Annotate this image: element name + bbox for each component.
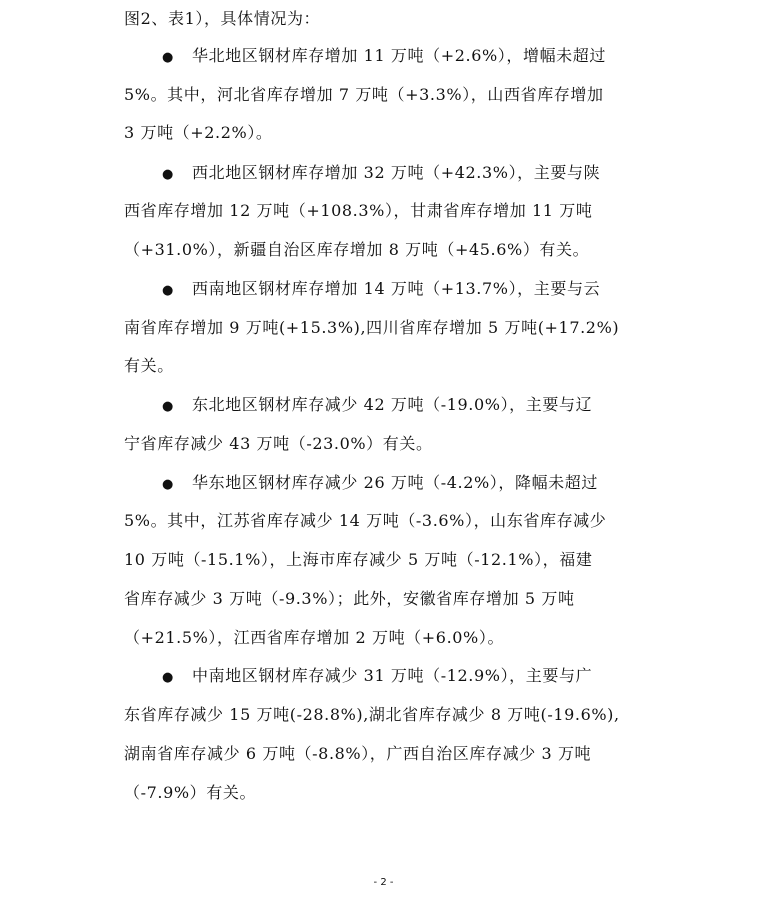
paragraph-3-line-3: 有关。: [124, 356, 174, 375]
bullet-icon: ●: [162, 167, 174, 182]
paragraph-5-text-1: 华东地区钢材库存减少 26 万吨（-4.2%），降幅未超过: [192, 473, 598, 492]
paragraph-4-line-1: [162, 395, 682, 417]
intro-line: 图2、表1），具体情况为：: [124, 9, 321, 28]
paragraph-3-text-1: 西南地区钢材库存增加 14 万吨（+13.7%），主要与云: [192, 279, 601, 298]
paragraph-4-text-1: 东北地区钢材库存减少 42 万吨（-19.0%），主要与辽: [192, 395, 593, 414]
page-number: - 2 -: [373, 877, 394, 888]
paragraph-1-line-2: 5%。其中，河北省库存增加 7 万吨（+3.3%），山西省库存增加: [124, 85, 604, 104]
paragraph-3-line-1: [162, 279, 682, 301]
paragraph-6-line-3: 湖南省库存减少 6 万吨（-8.8%），广西自治区库存减少 3 万吨: [124, 744, 592, 763]
paragraph-6-line-4: （-7.9%）有关。: [124, 783, 257, 802]
paragraph-5-line-2: 5%。其中，江苏省库存减少 14 万吨（-3.6%），山东省库存减少: [124, 511, 607, 530]
paragraph-5-line-1: [162, 473, 682, 495]
paragraph-2-line-2: 西省库存增加 12 万吨（+108.3%），甘肃省库存增加 11 万吨: [124, 201, 593, 220]
paragraph-6-line-1: [162, 666, 682, 688]
bullet-icon: ●: [162, 670, 174, 685]
paragraph-6-line-2: 东省库存减少 15 万吨(-28.8%),湖北省库存减少 8 万吨(-19.6%),: [124, 705, 620, 724]
paragraph-2-line-1: [162, 163, 682, 185]
paragraph-5-line-3: 10 万吨（-15.1%），上海市库存减少 5 万吨（-12.1%），福建: [124, 550, 593, 569]
bullet-icon: ●: [162, 477, 174, 492]
paragraph-5-line-5: （+21.5%），江西省库存增加 2 万吨（+6.0%）。: [124, 628, 505, 647]
paragraph-1-line-1: [162, 46, 682, 68]
paragraph-1-text-1: 华北地区钢材库存增加 11 万吨（+2.6%），增幅未超过: [192, 46, 606, 65]
paragraph-4-line-2: 宁省库存减少 43 万吨（-23.0%）有关。: [124, 434, 433, 453]
paragraph-5-line-4: 省库存减少 3 万吨（-9.3%）；此外，安徽省库存增加 5 万吨: [124, 589, 575, 608]
paragraph-6-text-1: 中南地区钢材库存减少 31 万吨（-12.9%），主要与广: [192, 666, 593, 685]
paragraph-1-line-3: 3 万吨（+2.2%）。: [124, 123, 273, 142]
paragraph-3-line-2: 南省库存增加 9 万吨(+15.3%),四川省库存增加 5 万吨(+17.2%): [124, 318, 620, 337]
paragraph-2-text-1: 西北地区钢材库存增加 32 万吨（+42.3%），主要与陕: [192, 163, 601, 182]
bullet-icon: ●: [162, 50, 174, 65]
paragraph-2-line-3: （+31.0%），新疆自治区库存增加 8 万吨（+45.6%）有关。: [124, 240, 590, 259]
bullet-icon: ●: [162, 283, 174, 298]
bullet-icon: ●: [162, 399, 174, 414]
